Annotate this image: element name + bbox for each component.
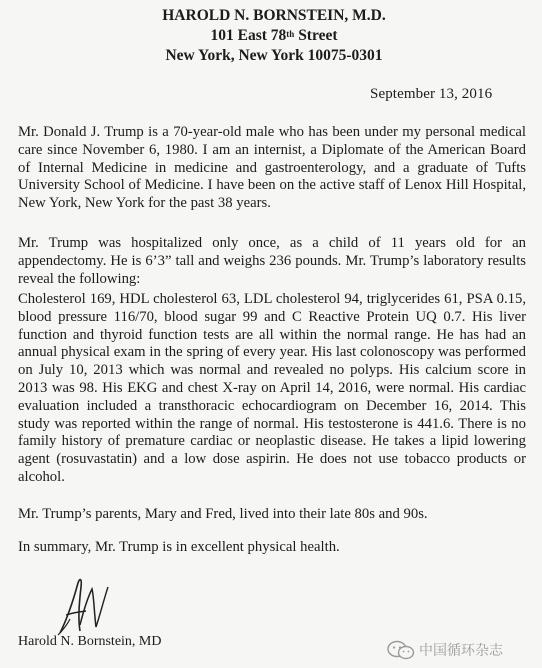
paragraph-introduction: Mr. Donald J. Trump is a 70-year-old male who has been under my personal medical care since November 6, 1980. I am an internist, a Diplomate of the American Board of Internal Medicine in medicine and gastroenterology, and a graduate of Tufts University School of Medicine. I have been on the active staff of Lenox Hill Hospital, New York, New York for the past 38 years. — [18, 124, 526, 212]
doctor-name: HAROLD N. BORNSTEIN, M.D. — [162, 7, 386, 24]
watermark — [387, 640, 503, 660]
paragraph-summary: In summary, Mr. Trump is in excellent physical health. — [18, 539, 340, 555]
paragraph-history: Mr. Trump was hospitalized only once, as a child of 11 years old for an appendectomy. He is 6’3” tall and weighs 236 pounds. Mr. Trump’s laboratory results reveal the following: — [18, 235, 526, 287]
street-address: 101 East 78th Street — [210, 27, 338, 44]
paragraph-parents: Mr. Trump’s parents, Mary and Fred, lived into their late 80s and 90s. — [18, 506, 428, 522]
handwritten-signature — [56, 575, 126, 637]
wechat-icon — [387, 640, 415, 660]
signature-name: Harold N. Bornstein, MD — [18, 634, 162, 649]
paragraph-lab-results: Cholesterol 169, HDL cholesterol 63, LDL cholesterol 94, triglycerides 61, PSA 0.15, blood pressure 116/70, blood sugar 99 and C Reactive Protein UQ 0.7. His liver function and thyroid function tests are all within the normal range. He has had an annual physical exam in the spring of every year. His last colonoscopy was performed on July 10, 2013 which was normal and revealed no polyps. His calcium score in 2013 was 98. His EKG and chest X-ray on April 14, 2016, were normal. His cardiac evaluation included a transthoracic echocardiogram on December 16, 2014. This study was reported within the range of normal. His testosterone is 441.6. There is no family history of premature cardiac or neoplastic disease. He takes a lipid lowering agent (rosuvastatin) and a low dose aspirin. He does not use tobacco products or alcohol. — [18, 291, 526, 485]
city-address: New York, New York 10075-0301 — [165, 47, 383, 64]
letter-date: September 13, 2016 — [370, 86, 493, 102]
watermark-text: 中国循环杂志 — [419, 643, 503, 659]
letterhead — [0, 6, 542, 66]
